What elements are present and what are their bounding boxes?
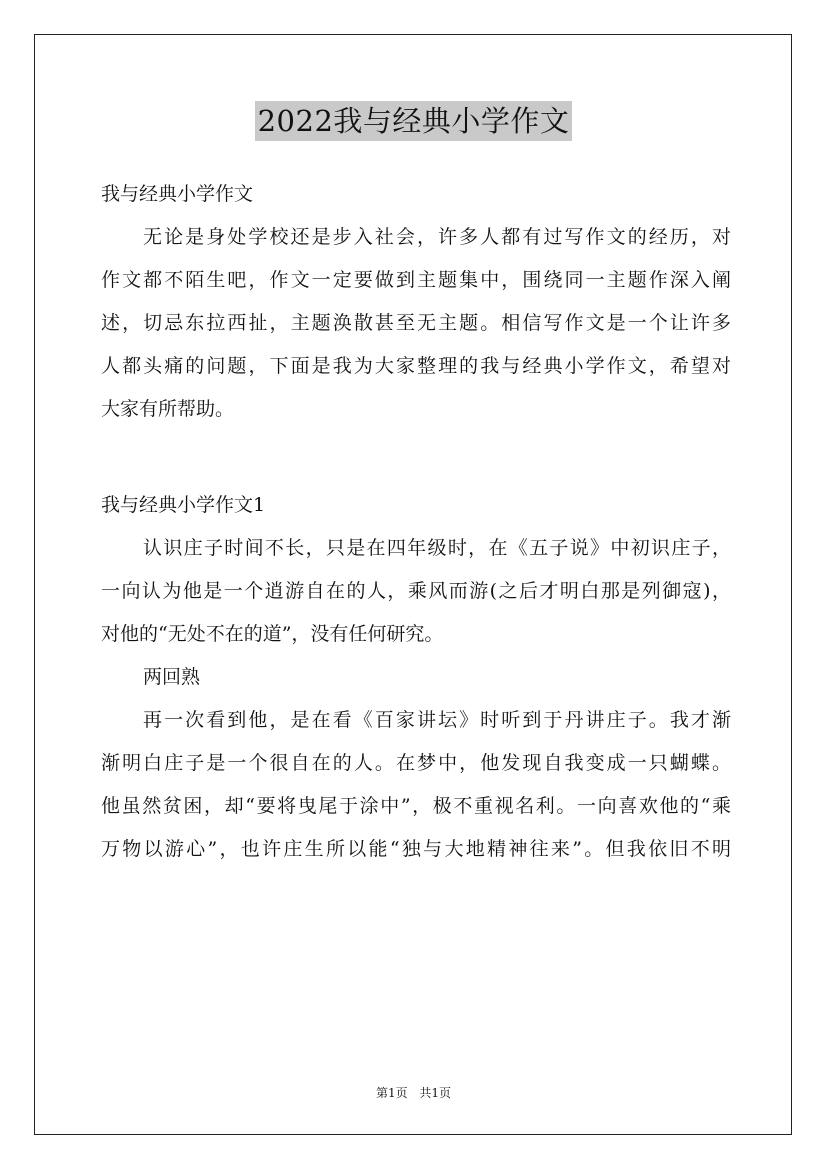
intro-line: 述，切忌东拉西扯，主题涣散甚至无主题。相信写作文是一个让许多 bbox=[101, 312, 731, 334]
section1-heading: 我与经典小学作文1 bbox=[101, 494, 266, 516]
page-number-total: 共1页 bbox=[419, 1086, 452, 1100]
subheading: 两回熟 bbox=[143, 666, 201, 688]
title-container bbox=[0, 101, 827, 141]
section2-line: 他虽然贫困，却“要将曳尾于涂中”，极不重视名利。一向喜欢他的“乘 bbox=[101, 795, 731, 817]
section2-line: 万物以游心”，也许庄生所以能“独与大地精神往来”。但我依旧不明 bbox=[101, 838, 731, 860]
section1-line: 一向认为他是一个逍游自在的人，乘风而游(之后才明白那是列御寇)， bbox=[101, 580, 731, 602]
document-title: 2022我与经典小学作文 bbox=[255, 101, 573, 141]
section1-line: 对他的“无处不在的道”，没有任何研究。 bbox=[101, 623, 444, 645]
section1-line: 认识庄子时间不长，只是在四年级时，在《五子说》中初识庄子， bbox=[143, 537, 731, 559]
intro-line: 人都头痛的问题，下面是我为大家整理的我与经典小学作文，希望对 bbox=[101, 355, 731, 377]
section2-line: 再一次看到他，是在看《百家讲坛》时听到于丹讲庄子。我才渐 bbox=[143, 709, 731, 731]
intro-line: 大家有所帮助。 bbox=[101, 398, 235, 420]
page-footer bbox=[0, 1084, 827, 1101]
paragraph-spacer bbox=[101, 431, 731, 483]
page-number-current: 第1页 bbox=[375, 1086, 408, 1100]
intro-heading: 我与经典小学作文 bbox=[101, 183, 254, 205]
intro-line: 无论是身处学校还是步入社会，许多人都有过写作文的经历，对 bbox=[143, 226, 731, 248]
intro-line: 作文都不陌生吧，作文一定要做到主题集中，围绕同一主题作深入阐 bbox=[101, 269, 731, 291]
document-body bbox=[101, 172, 731, 871]
section2-line: 渐明白庄子是一个很自在的人。在梦中，他发现自我变成一只蝴蝶。 bbox=[101, 752, 731, 774]
